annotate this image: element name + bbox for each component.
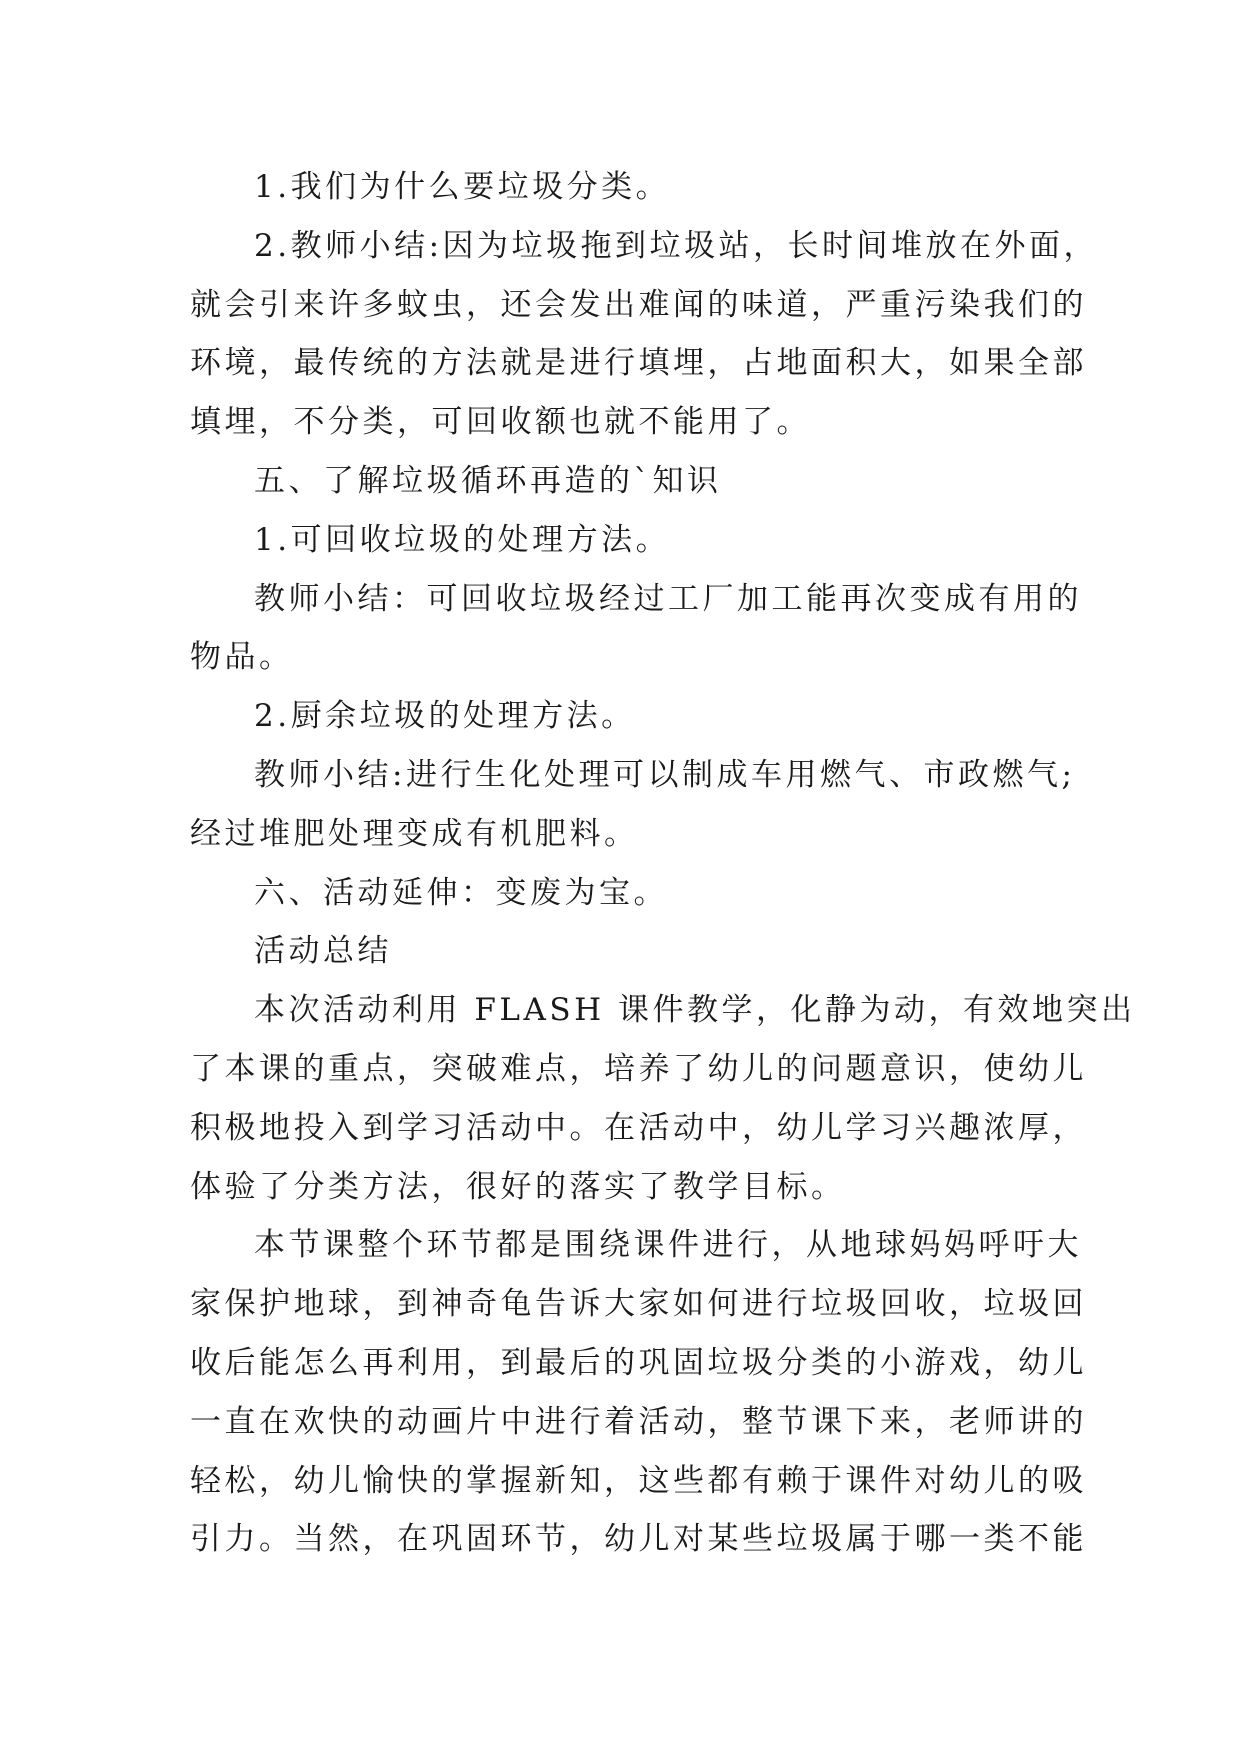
text-line: 家保护地球，到神奇龟告诉大家如何进行垃圾回收，垃圾回	[190, 1286, 1087, 1323]
section-heading: 活动总结	[254, 933, 392, 970]
text-line: 就会引来许多蚊虫，还会发出难闻的味道，严重污染我们的	[190, 286, 1087, 323]
text-line: 环境，最传统的方法就是进行填埋，占地面积大，如果全部	[190, 345, 1087, 382]
text-line: 收后能怎么再利用，到最后的巩固垃圾分类的小游戏，幼儿	[190, 1344, 1087, 1381]
text-line: 物品。	[190, 639, 294, 676]
section-heading: 五、了解垃圾循环再造的`知识	[254, 462, 722, 499]
text-line: 本节课整个环节都是围绕课件进行，从地球妈妈呼吁大	[254, 1227, 1082, 1264]
text-line: 经过堆肥处理变成有机肥料。	[190, 815, 639, 852]
text-line: 2.教师小结:因为垃圾拖到垃圾站，长时间堆放在外面，	[254, 227, 1099, 264]
section-heading: 六、活动延伸：变废为宝。	[254, 874, 668, 911]
text-line: 本次活动利用 FLASH 课件教学，化静为动，有效地突出	[254, 992, 1136, 1029]
text-line: 轻松，幼儿愉快的掌握新知，这些都有赖于课件对幼儿的吸	[190, 1462, 1087, 1499]
text-line: 1.可回收垃圾的处理方法。	[254, 521, 671, 558]
text-line: 引力。当然，在巩固环节，幼儿对某些垃圾属于哪一类不能	[190, 1521, 1087, 1558]
text-line: 一直在欢快的动画片中进行着活动，整节课下来，老师讲的	[190, 1403, 1087, 1440]
text-line: 教师小结:进行生化处理可以制成车用燃气、市政燃气;	[254, 756, 1076, 793]
text-line: 体验了分类方法，很好的落实了教学目标。	[190, 1168, 846, 1205]
text-line: 1.我们为什么要垃圾分类。	[254, 169, 671, 205]
text-line: 2.厨余垃圾的处理方法。	[254, 698, 636, 735]
document-body	[190, 158, 1136, 1569]
text-line: 了本课的重点，突破难点，培养了幼儿的问题意识，使幼儿	[190, 1050, 1087, 1087]
text-line: 教师小结：可回收垃圾经过工厂加工能再次变成有用的	[254, 580, 1082, 617]
text-line: 填埋，不分类，可回收额也就不能用了。	[190, 404, 811, 441]
text-line: 积极地投入到学习活动中。在活动中，幼儿学习兴趣浓厚，	[190, 1109, 1087, 1146]
